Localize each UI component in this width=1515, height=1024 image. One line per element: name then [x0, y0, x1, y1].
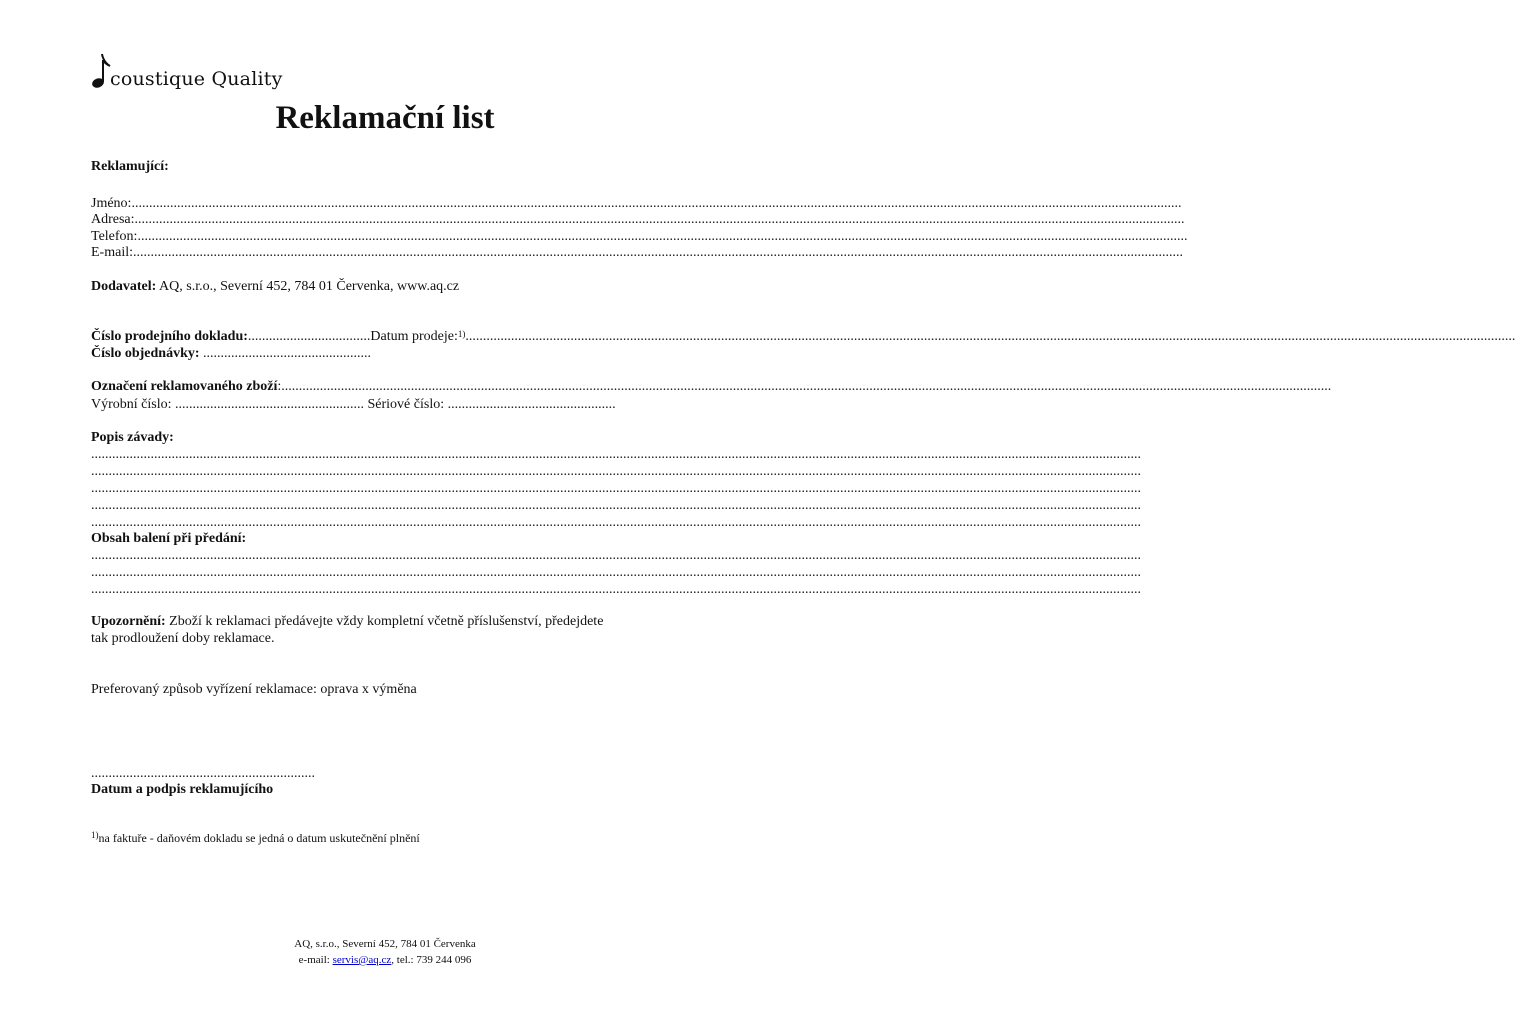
sale-date-dots: ............................................................................................................................................................................................................................................................................................................ [465, 329, 1515, 344]
notice-line-2: tak prodloužení doby reklamace. [91, 631, 275, 646]
name-dots: ............................................................................................................................................................................................................................................................................................................ [131, 196, 1182, 211]
footer-phone: , tel.: 739 244 096 [391, 954, 472, 966]
defect-dots: ............................................................................................................................................................................................................................................................................................................ [91, 447, 1141, 462]
defect-dots: ............................................................................................................................................................................................................................................................................................................ [91, 515, 1141, 530]
order-dots: ................................................ [203, 346, 372, 361]
company-logo [90, 52, 283, 90]
defect-dots: ............................................................................................................................................................................................................................................................................................................ [91, 464, 1141, 479]
name-field[interactable] [91, 196, 1182, 212]
package-heading: Obsah balení při předání: [91, 531, 247, 546]
package-line[interactable] [91, 565, 1141, 581]
defect-line[interactable] [91, 498, 1141, 514]
defect-heading: Popis závady: [91, 430, 174, 445]
package-dots: ............................................................................................................................................................................................................................................................................................................ [91, 565, 1141, 580]
defect-line[interactable] [91, 481, 1141, 497]
footer-address: AQ, s.r.o., Severní 452, 784 01 Červenka [294, 938, 476, 950]
address-dots: ............................................................................................................................................................................................................................................................................................................ [134, 212, 1185, 227]
phone-field[interactable] [91, 229, 1188, 245]
supplier-line [91, 279, 459, 295]
name-label: Jméno: [91, 196, 132, 211]
serial-row[interactable] [91, 397, 616, 413]
goods-row[interactable] [91, 379, 1332, 395]
footer-email-prefix: e-mail: [298, 954, 333, 966]
email-dots: ............................................................................................................................................................................................................................................................................................................ [133, 245, 1183, 260]
defect-dots: ............................................................................................................................................................................................................................................................................................................ [91, 481, 1141, 496]
notice-label: Upozornění: [91, 614, 166, 629]
serial-number-label: Sériové číslo: [364, 397, 448, 412]
page-title: Reklamační list [275, 100, 495, 136]
signature-label: Datum a podpis reklamujícího [91, 782, 274, 797]
phone-dots: ............................................................................................................................................................................................................................................................................................................ [137, 229, 1188, 244]
serial-number-dots: ................................................ [447, 397, 616, 412]
signature-line[interactable]: ................................................................ [91, 766, 315, 781]
logo-text: coustique Quality [110, 68, 283, 90]
email-label: E-mail: [91, 245, 133, 260]
receipt-row[interactable] [91, 329, 1515, 345]
phone-label: Telefon: [91, 229, 138, 244]
package-line[interactable] [91, 582, 1141, 598]
music-note-icon [90, 52, 112, 90]
receipt-dots: ................................... [247, 329, 371, 344]
supplier-label: Dodavatel: [91, 279, 157, 294]
goods-dots: ............................................................................................................................................................................................................................................................................................................ [281, 379, 1332, 394]
order-label: Číslo objednávky: [91, 346, 204, 361]
claimant-heading: Reklamující: [91, 159, 169, 174]
sale-date-footnote-ref: 1) [457, 329, 466, 339]
preference-text: Preferovaný způsob vyřízení reklamace: oprava x výměna [91, 682, 417, 697]
email-field[interactable] [91, 245, 1183, 261]
notice-text-1: Zboží k reklamaci předávejte vždy kompletní včetně příslušenství, předejdete [165, 614, 604, 629]
defect-line[interactable] [91, 447, 1141, 463]
footnote-marker: 1) [91, 830, 99, 840]
notice-line-1 [91, 614, 603, 630]
order-row[interactable] [91, 346, 371, 362]
defect-line[interactable] [91, 515, 1141, 531]
goods-label-suffix: : [277, 379, 282, 394]
address-field[interactable] [91, 212, 1185, 228]
sale-date-label: Datum prodeje: [370, 329, 458, 344]
address-label: Adresa: [91, 212, 135, 227]
production-number-label: Výrobní číslo: [91, 397, 175, 412]
package-line[interactable] [91, 548, 1141, 564]
receipt-label: Číslo prodejního dokladu: [91, 329, 248, 344]
footer-contact [0, 952, 770, 968]
defect-line[interactable] [91, 464, 1141, 480]
footer-email-link[interactable]: servis@aq.cz [332, 954, 392, 966]
footnote-text: na faktuře - daňovém dokladu se jedná o datum uskutečnění plnění [98, 831, 420, 845]
goods-label: Označení reklamovaného zboží [91, 379, 278, 394]
footnote [91, 830, 420, 846]
package-dots: ............................................................................................................................................................................................................................................................................................................ [91, 548, 1141, 563]
production-number-dots: ...................................................... [175, 397, 364, 412]
package-dots: ............................................................................................................................................................................................................................................................................................................ [91, 582, 1141, 597]
defect-dots: ............................................................................................................................................................................................................................................................................................................ [91, 498, 1141, 513]
supplier-value: AQ, s.r.o., Severní 452, 784 01 Červenka, www.aq.cz [156, 279, 460, 294]
